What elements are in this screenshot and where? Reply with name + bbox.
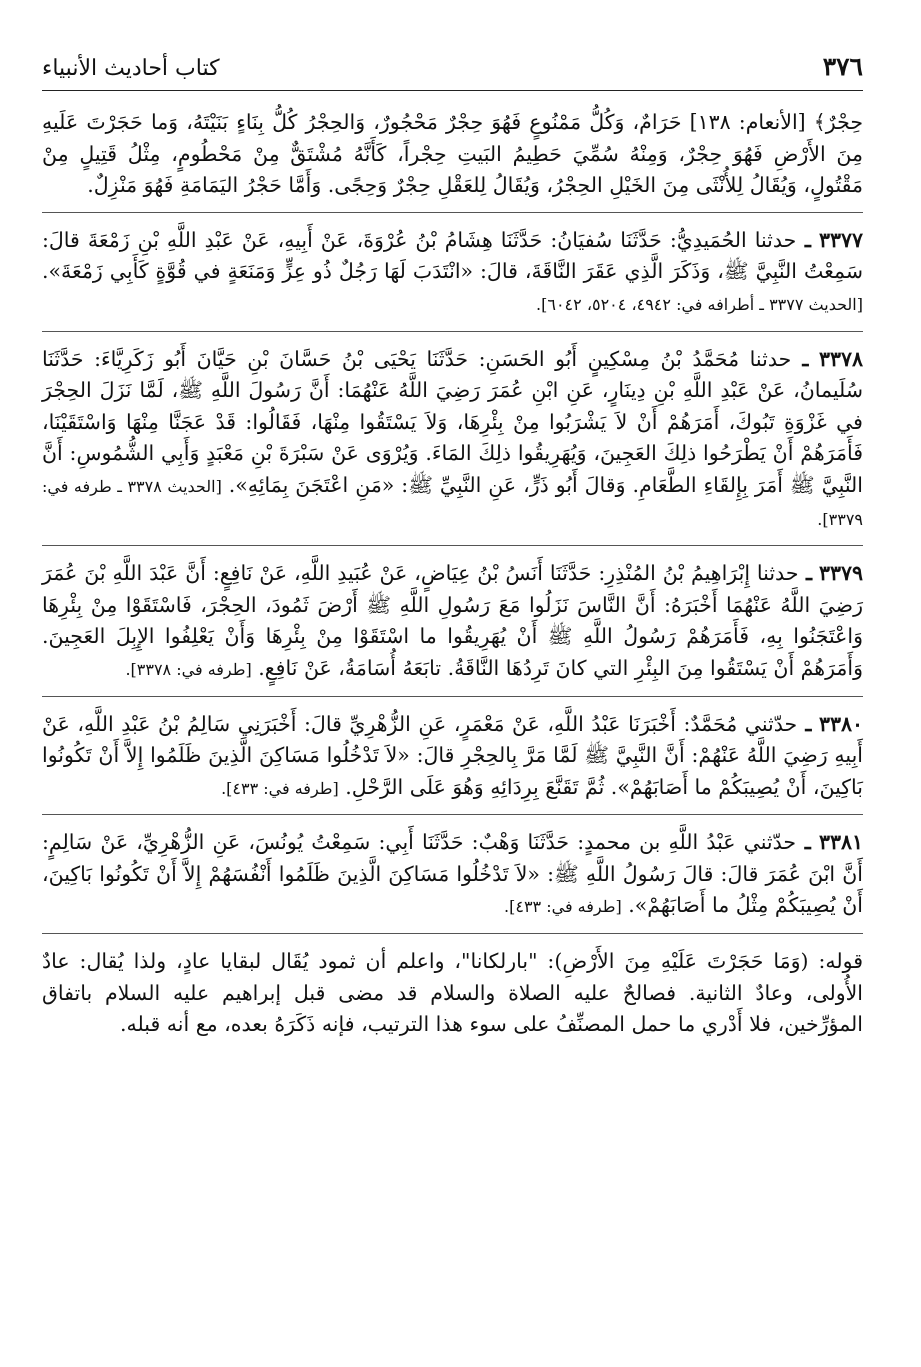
page-number: ٣٧٦ [822,52,863,81]
hadith-text: حدثنا إِبْرَاهِيمُ بْنُ المُنْذِرِ: حَدَّثَنَا أَنَسُ بْنُ عِيَاضٍ، عَنْ عُبَيدِ اللَّهِ، عَنْ نَافِعٍ: أَنَّ عَبْدَ اللَّهِ بْنَ عُمَرَ رَضِيَ اللَّهُ عَنْهُمَا أَخْبَرَهُ: أَنَّ النَّاسَ نَزَلُوا مَعَ رَسُولِ اللَّهِ ﷺ أَرْضَ ثَمُودَ، الحِجْرَ، فَاسْتَقَوْا مِنْ بِئْرِهَا وَاعْتَجَنُوا بِهِ، فَأَمَرَهُمْ رَسُولُ اللَّهِ ﷺ أَنْ يُهَرِيقُوا ما اسْتَقَوْا مِنْ بِئْرِهَا وَأَنْ يَعْلِفُوا الإِبِلَ العَجِينَ. وَأَمَرَهُمْ أَنْ يَسْتَقُوا مِنَ البِئْرِ التي كانَ تَرِدُهَا النَّاقَةُ. تابَعَهُ أُسَامَةُ، عَنْ نَافِعٍ. [42,561,863,680]
hadith-number: ٣٣٨١ [818,830,863,855]
hadith-number: ٣٣٨٠ [818,711,863,736]
hadith-3377: ٣٣٧٧ ـ حدثنا الحُمَيدِيُّ: حَدَّثَنَا سُفيَانُ: حَدَّثَنَا هِشَامُ بْنُ عُرْوَةَ، عَنْ أَبِيهِ، عَنْ عَبْدِ اللَّهِ بْنِ زَمْعَةَ قالَ: سَمِعْتُ النَّبِيَّ ﷺ، وَذَكَرَ الَّذِي عَقَرَ النَّاقَةَ، قالَ: «انْتَدَبَ لَهَا رَجُلٌ ذُو عِزٍّ وَمَنَعَةٍ في قُوَّةٍ كَأَبِي زَمْعَةَ». [الحديث ٣٣٧٧ ـ أطرافه في: ٤٩٤٢، ٥٢٠٤، ٦٠٤٢]. [42,227,863,314]
separator [42,814,863,815]
hadith-3379: ٣٣٧٩ ـ حدثنا إِبْرَاهِيمُ بْنُ المُنْذِرِ: حَدَّثَنَا أَنَسُ بْنُ عِيَاضٍ، عَنْ عُبَيدِ اللَّهِ، عَنْ نَافِعٍ: أَنَّ عَبْدَ اللَّهِ بْنَ عُمَرَ رَضِيَ اللَّهُ عَنْهُمَا أَخْبَرَهُ: أَنَّ النَّاسَ نَزَلُوا مَعَ رَسُولِ اللَّهِ ﷺ أَرْضَ ثَمُودَ، الحِجْرَ، فَاسْتَقَوْا مِنْ بِئْرِهَا وَاعْتَجَنُوا بِهِ، فَأَمَرَهُمْ رَسُولُ اللَّهِ ﷺ أَنْ يُهَرِيقُوا ما اسْتَقَوْا مِنْ بِئْرِهَا وَأَنْ يَعْلِفُوا الإِبِلَ العَجِينَ. وَأَمَرَهُمْ أَنْ يَسْتَقُوا مِنَ البِئْرِ التي كانَ تَرِدُهَا النَّاقَةُ. تابَعَهُ أُسَامَةُ، عَنْ نَافِعٍ. [طرفه في: ٣٣٧٨]. [42,561,863,680]
cross-reference: [طرفه في: ٤٣٣]. [221,778,339,798]
separator [42,331,863,332]
commentary-text: قوله: (وَمَا حَجَرْتَ عَلَيْهِ مِنَ الأَرْضِ): "بارلكانا"، واعلم أن ثمود يُقَال لبقايا عادٍ، ولذا يُقال: عادٌ الأُولى، وعادٌ الثانية. فصالحٌ عليه الصلاة والسلام قد مضى قبل إبراهيم عليه السلام باتفاق المؤرِّخين، فلا أَدْري ما حمل المصنِّفُ على سوء هذا الترتيب، فإنه ذَكَرَهُ بعده، مع أنه قبله. [42,949,863,1037]
intro-paragraph [42,107,863,202]
hadith-3381: ٣٣٨١ ـ حدّثني عَبْدُ اللَّهِ بن محمدٍ: حَدَّثَنَا وَهْبٌ: حَدَّثَنَا أَبِي: سَمِعْتُ يُونُسَ، عَنِ الزُّهْرِيِّ، عَنْ سَالِمٍ: أَنَّ ابْنَ عُمَرَ قالَ: قالَ رَسُولُ اللَّهِ ﷺ: «لاَ تَدْخُلُوا مَسَاكِنَ الَّذِينَ ظَلَمُوا أَنْفُسَهُمْ إِلاَّ أَنْ تَكُونُوا بَاكِينَ، أَنْ يُصِيبَكُمْ مِثْلُ ما أَصَابَهُمْ». [طرفه في: ٤٣٣]. [42,830,863,918]
commentary [42,946,863,1041]
hadith-text: حدثنا الحُمَيدِيُّ: حَدَّثَنَا سُفيَانُ: حَدَّثَنَا هِشَامُ بْنُ عُرْوَةَ، عَنْ أَبِيهِ، عَنْ عَبْدِ اللَّهِ بْنِ زَمْعَةَ قالَ: سَمِعْتُ النَّبِيَّ ﷺ، وَذَكَرَ الَّذِي عَقَرَ النَّاقَةَ، قالَ: «انْتَدَبَ لَهَا رَجُلٌ ذُو عِزٍّ وَمَنَعَةٍ في قُوَّةٍ كَأَبِي زَمْعَةَ». [42,227,863,284]
hadith-number: ٣٣٧٧ [818,227,863,252]
hadith-text: حدّثني مُحَمَّدٌ: أَخْبَرَنَا عَبْدُ اللَّهِ، عَنْ مَعْمَرٍ، عَنِ الزُّهْرِيِّ قالَ: أَخْبَرَنِي سَالِمُ بْنُ عَبْدِ اللَّهِ، عَنْ أَبِيهِ رَضِيَ اللَّهُ عَنْهُمْ: أَنَّ النَّبِيَّ ﷺ لَمَّا مَرَّ بِالحِجْرِ قالَ: «لاَ تَدْخُلُوا مَسَاكِنَ الَّذِينَ ظَلَمُوا إِلاَّ أَنْ تَكُونُوا بَاكِينَ، أَنْ يُصِيبَكُمْ ما أَصَابَهُمْ». ثُمَّ تَقَنَّعَ بِرِدَائِهِ وَهُوَ عَلَى الرَّحْلِ. [42,711,863,799]
intro-text: حِجْرٌ﴾ [الأنعام: ١٣٨] حَرَامٌ، وَكُلُّ مَمْنُوعٍ فَهُوَ حِجْرٌ مَحْجُورٌ، وَالحِجْرُ كُلُّ بِنَاءٍ بَنَيْتَهُ، وَما حَجَرْتَ عَلَيهِ مِنَ الأَرْضِ فَهُوَ حِجْرٌ، وَمِنْهُ سُمِّيَ حَطِيمُ البَيتِ حِجْراً، كَأَنَّهُ مُشْتَقٌّ مِنْ مَحْطُومٍ، مِثْلُ قَتِيلٍ مِنْ مَقْتُولٍ، وَيُقَالُ لِلأُنْثَى مِنَ الخَيْلِ الحِجْرُ، وَيُقَالُ لِلعَقْلِ حِجْرٌ وَحِجًى. وَأَمَّا حَجْرُ اليَمَامَةِ فَهُوَ مَنْزِلٌ. [42,110,863,198]
cross-reference: [طرفه في: ٣٣٧٨]. [125,659,252,679]
cross-reference: [طرفه في: ٤٣٣]. [504,897,622,917]
book-title: كتاب أحاديث الأنبياء [42,56,220,81]
separator [42,545,863,546]
hadith-3378: ٣٣٧٨ ـ حدثنا مُحَمَّدُ بْنُ مِسْكِينٍ أَبُو الحَسَنِ: حَدَّثَنَا يَحْيَى بْنُ حَسَّانَ بْنِ حَيَّانَ أَبُو زَكَرِيَّاءَ: حَدَّثَنَا سُلَيمانُ، عَنْ عَبْدِ اللَّهِ بْنِ دِينَارٍ، عَنِ ابْنِ عُمَرَ رَضِيَ اللَّهُ عَنْهُمَا: أَنَّ رَسُولَ اللَّهِ ﷺ، لَمَّا نَزَلَ الحِجْرَ في غَزْوَةِ تَبُوكَ، أَمَرَهُمْ أَنْ لاَ يَشْرَبُوا مِنْ بِئْرِهَا، وَلاَ يَسْتَقُوا مِنْهَا، فَقَالُوا: قَدْ عَجَنَّا مِنْهَا وَاسْتَقَيْنَا، فَأَمَرَهُمْ أَنْ يَطْرَحُوا ذلِكَ العَجِينَ، وَيُهَرِيقُوا ذلِكَ المَاءَ. وَيُرْوَى عَنْ سَبْرَةَ بْنِ مَعْبَدٍ وَأَبِي الشُّمُوسِ: أَنَّ النَّبِيَّ ﷺ أَمَرَ بِإِلقَاءِ الطَّعَامِ. وَقالَ أَبُو ذَرٍّ، عَنِ النَّبِيِّ ﷺ: «مَنِ اعْتَجَنَ بِمَائِهِ». [الحديث ٣٣٧٨ ـ طرفه في: ٣٣٧٩]. [42,346,863,529]
hadith-3380: ٣٣٨٠ ـ حدّثني مُحَمَّدٌ: أَخْبَرَنَا عَبْدُ اللَّهِ، عَنْ مَعْمَرٍ، عَنِ الزُّهْرِيِّ قالَ: أَخْبَرَنِي سَالِمُ بْنُ عَبْدِ اللَّهِ، عَنْ أَبِيهِ رَضِيَ اللَّهُ عَنْهُمْ: أَنَّ النَّبِيَّ ﷺ لَمَّا مَرَّ بِالحِجْرِ قالَ: «لاَ تَدْخُلُوا مَسَاكِنَ الَّذِينَ ظَلَمُوا إِلاَّ أَنْ تَكُونُوا بَاكِينَ، أَنْ يُصِيبَكُمْ ما أَصَابَهُمْ». ثُمَّ تَقَنَّعَ بِرِدَائِهِ وَهُوَ عَلَى الرَّحْلِ. [طرفه في: ٤٣٣]. [42,711,863,799]
separator [42,212,863,213]
separator [42,933,863,934]
separator [42,696,863,697]
hadith-text: حدّثني عَبْدُ اللَّهِ بن محمدٍ: حَدَّثَنَا وَهْبٌ: حَدَّثَنَا أَبِي: سَمِعْتُ يُونُسَ، عَنِ الزُّهْرِيِّ، عَنْ سَالِمٍ: أَنَّ ابْنَ عُمَرَ قالَ: قالَ رَسُولُ اللَّهِ ﷺ: «لاَ تَدْخُلُوا مَسَاكِنَ الَّذِينَ ظَلَمُوا أَنْفُسَهُمْ إِلاَّ أَنْ تَكُونُوا بَاكِينَ، أَنْ يُصِيبَكُمْ مِثْلُ ما أَصَابَهُمْ». [42,830,863,918]
hadith-number: ٣٣٧٨ [818,346,863,371]
cross-reference: [الحديث ٣٣٧٧ ـ أطرافه في: ٤٩٤٢، ٥٢٠٤، ٦٠٤٢]. [536,294,863,314]
hadith-text: حدثنا مُحَمَّدُ بْنُ مِسْكِينٍ أَبُو الحَسَنِ: حَدَّثَنَا يَحْيَى بْنُ حَسَّانَ بْنِ حَيَّانَ أَبُو زَكَرِيَّاءَ: حَدَّثَنَا سُلَيمانُ، عَنْ عَبْدِ اللَّهِ بْنِ دِينَارٍ، عَنِ ابْنِ عُمَرَ رَضِيَ اللَّهُ عَنْهُمَا: أَنَّ رَسُولَ اللَّهِ ﷺ، لَمَّا نَزَلَ الحِجْرَ في غَزْوَةِ تَبُوكَ، أَمَرَهُمْ أَنْ لاَ يَشْرَبُوا مِنْ بِئْرِهَا، وَلاَ يَسْتَقُوا مِنْهَا، فَقَالُوا: قَدْ عَجَنَّا مِنْهَا وَاسْتَقَيْنَا، فَأَمَرَهُمْ أَنْ يَطْرَحُوا ذلِكَ العَجِينَ، وَيُهَرِيقُوا ذلِكَ المَاءَ. وَيُرْوَى عَنْ سَبْرَةَ بْنِ مَعْبَدٍ وَأَبِي الشُّمُوسِ: أَنَّ النَّبِيَّ ﷺ أَمَرَ بِإِلقَاءِ الطَّعَامِ. وَقالَ أَبُو ذَرٍّ، عَنِ النَّبِيِّ ﷺ: «مَنِ اعْتَجَنَ بِمَائِهِ». [42,346,863,497]
running-header [42,52,863,91]
cross-reference: [الحديث ٣٣٧٨ ـ طرفه في: ٣٣٧٩]. [42,476,863,529]
hadith-number: ٣٣٧٩ [818,561,863,586]
